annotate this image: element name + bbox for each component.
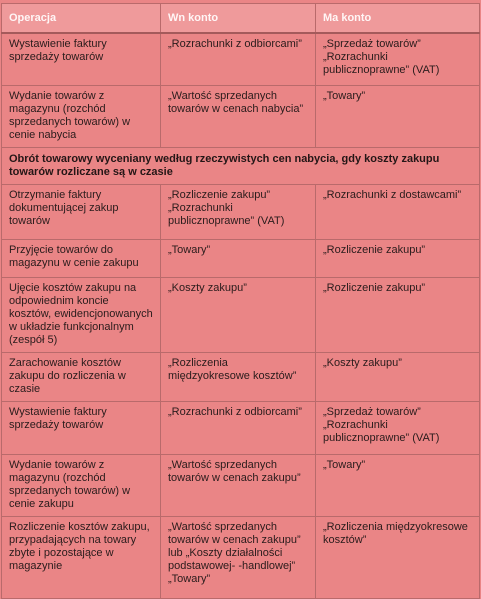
cell-operacja: Wydanie towarów z magazynu (rozchód sprzedanych towarów) w cenie nabycia <box>2 85 161 147</box>
table-row <box>2 401 480 454</box>
table-row <box>2 516 480 598</box>
cell-wn-konto: „Towary” <box>161 239 316 277</box>
table-row <box>2 454 480 516</box>
cell-wn-konto: „Wartość sprzedanych towarów w cenach nabycia” <box>161 85 316 147</box>
table-row <box>2 33 480 85</box>
cell-ma-konto: „Rozrachunki z dostawcami” <box>316 184 480 239</box>
header-ma-konto: Ma konto <box>316 4 480 34</box>
table-header-row <box>2 4 480 34</box>
cell-operacja: Otrzymanie faktury dokumentującej zakup towarów <box>2 184 161 239</box>
cell-ma-konto: „Sprzedaż towarów” „Rozrachunki publicznoprawne” (VAT) <box>316 401 480 454</box>
table-row <box>2 277 480 352</box>
cell-ma-konto: „Towary” <box>316 454 480 516</box>
cell-ma-konto: „Rozliczenie zakupu” <box>316 239 480 277</box>
cell-operacja: Wystawienie faktury sprzedaży towarów <box>2 401 161 454</box>
cell-ma-konto: „Koszty zakupu” <box>316 352 480 401</box>
header-wn-konto: Wn konto <box>161 4 316 34</box>
cell-ma-konto: „Sprzedaż towarów” „Rozrachunki publicznoprawne” (VAT) <box>316 33 480 85</box>
cell-wn-konto: „Rozrachunki z odbiorcami” <box>161 401 316 454</box>
cell-operacja: Zarachowanie kosztów zakupu do rozliczenia w czasie <box>2 352 161 401</box>
cell-operacja: Rozliczenie kosztów zakupu, przypadających na towary zbyte i pozostające w magazynie <box>2 516 161 598</box>
cell-wn-konto: „Rozrachunki z odbiorcami” <box>161 33 316 85</box>
cell-ma-konto: „Towary” <box>316 85 480 147</box>
table-row <box>2 239 480 277</box>
section-heading: Obrót towarowy wyceniany według rzeczywistych cen nabycia, gdy koszty zakupu towarów rozliczane są w czasie <box>2 147 480 184</box>
cell-operacja: Wystawienie faktury sprzedaży towarów <box>2 33 161 85</box>
cell-wn-konto: „Koszty zakupu” <box>161 277 316 352</box>
cell-wn-konto: „Wartość sprzedanych towarów w cenach zakupu” <box>161 454 316 516</box>
header-operacja: Operacja <box>2 4 161 34</box>
cell-operacja: Przyjęcie towarów do magazynu w cenie zakupu <box>2 239 161 277</box>
cell-operacja: Ujęcie kosztów zakupu na odpowiednim koncie kosztów, ewidencjonowanych w układzie funkcjonalnym (zespół 5) <box>2 277 161 352</box>
cell-wn-konto: „Rozliczenie zakupu” „Rozrachunki publicznoprawne” (VAT) <box>161 184 316 239</box>
table-row <box>2 85 480 147</box>
cell-ma-konto: „Rozliczenie zakupu” <box>316 277 480 352</box>
table-row <box>2 184 480 239</box>
accounting-table <box>1 3 480 599</box>
cell-wn-konto: „Wartość sprzedanych towarów w cenach zakupu” lub „Koszty działalności podstawowej- -handlowej” „Towary” <box>161 516 316 598</box>
table-row <box>2 352 480 401</box>
cell-wn-konto: „Rozliczenia międzyokresowe kosztów” <box>161 352 316 401</box>
cell-operacja: Wydanie towarów z magazynu (rozchód sprzedanych towarów) w cenie zakupu <box>2 454 161 516</box>
cell-ma-konto: „Rozliczenia międzyokresowe kosztów” <box>316 516 480 598</box>
section-row <box>2 147 480 184</box>
